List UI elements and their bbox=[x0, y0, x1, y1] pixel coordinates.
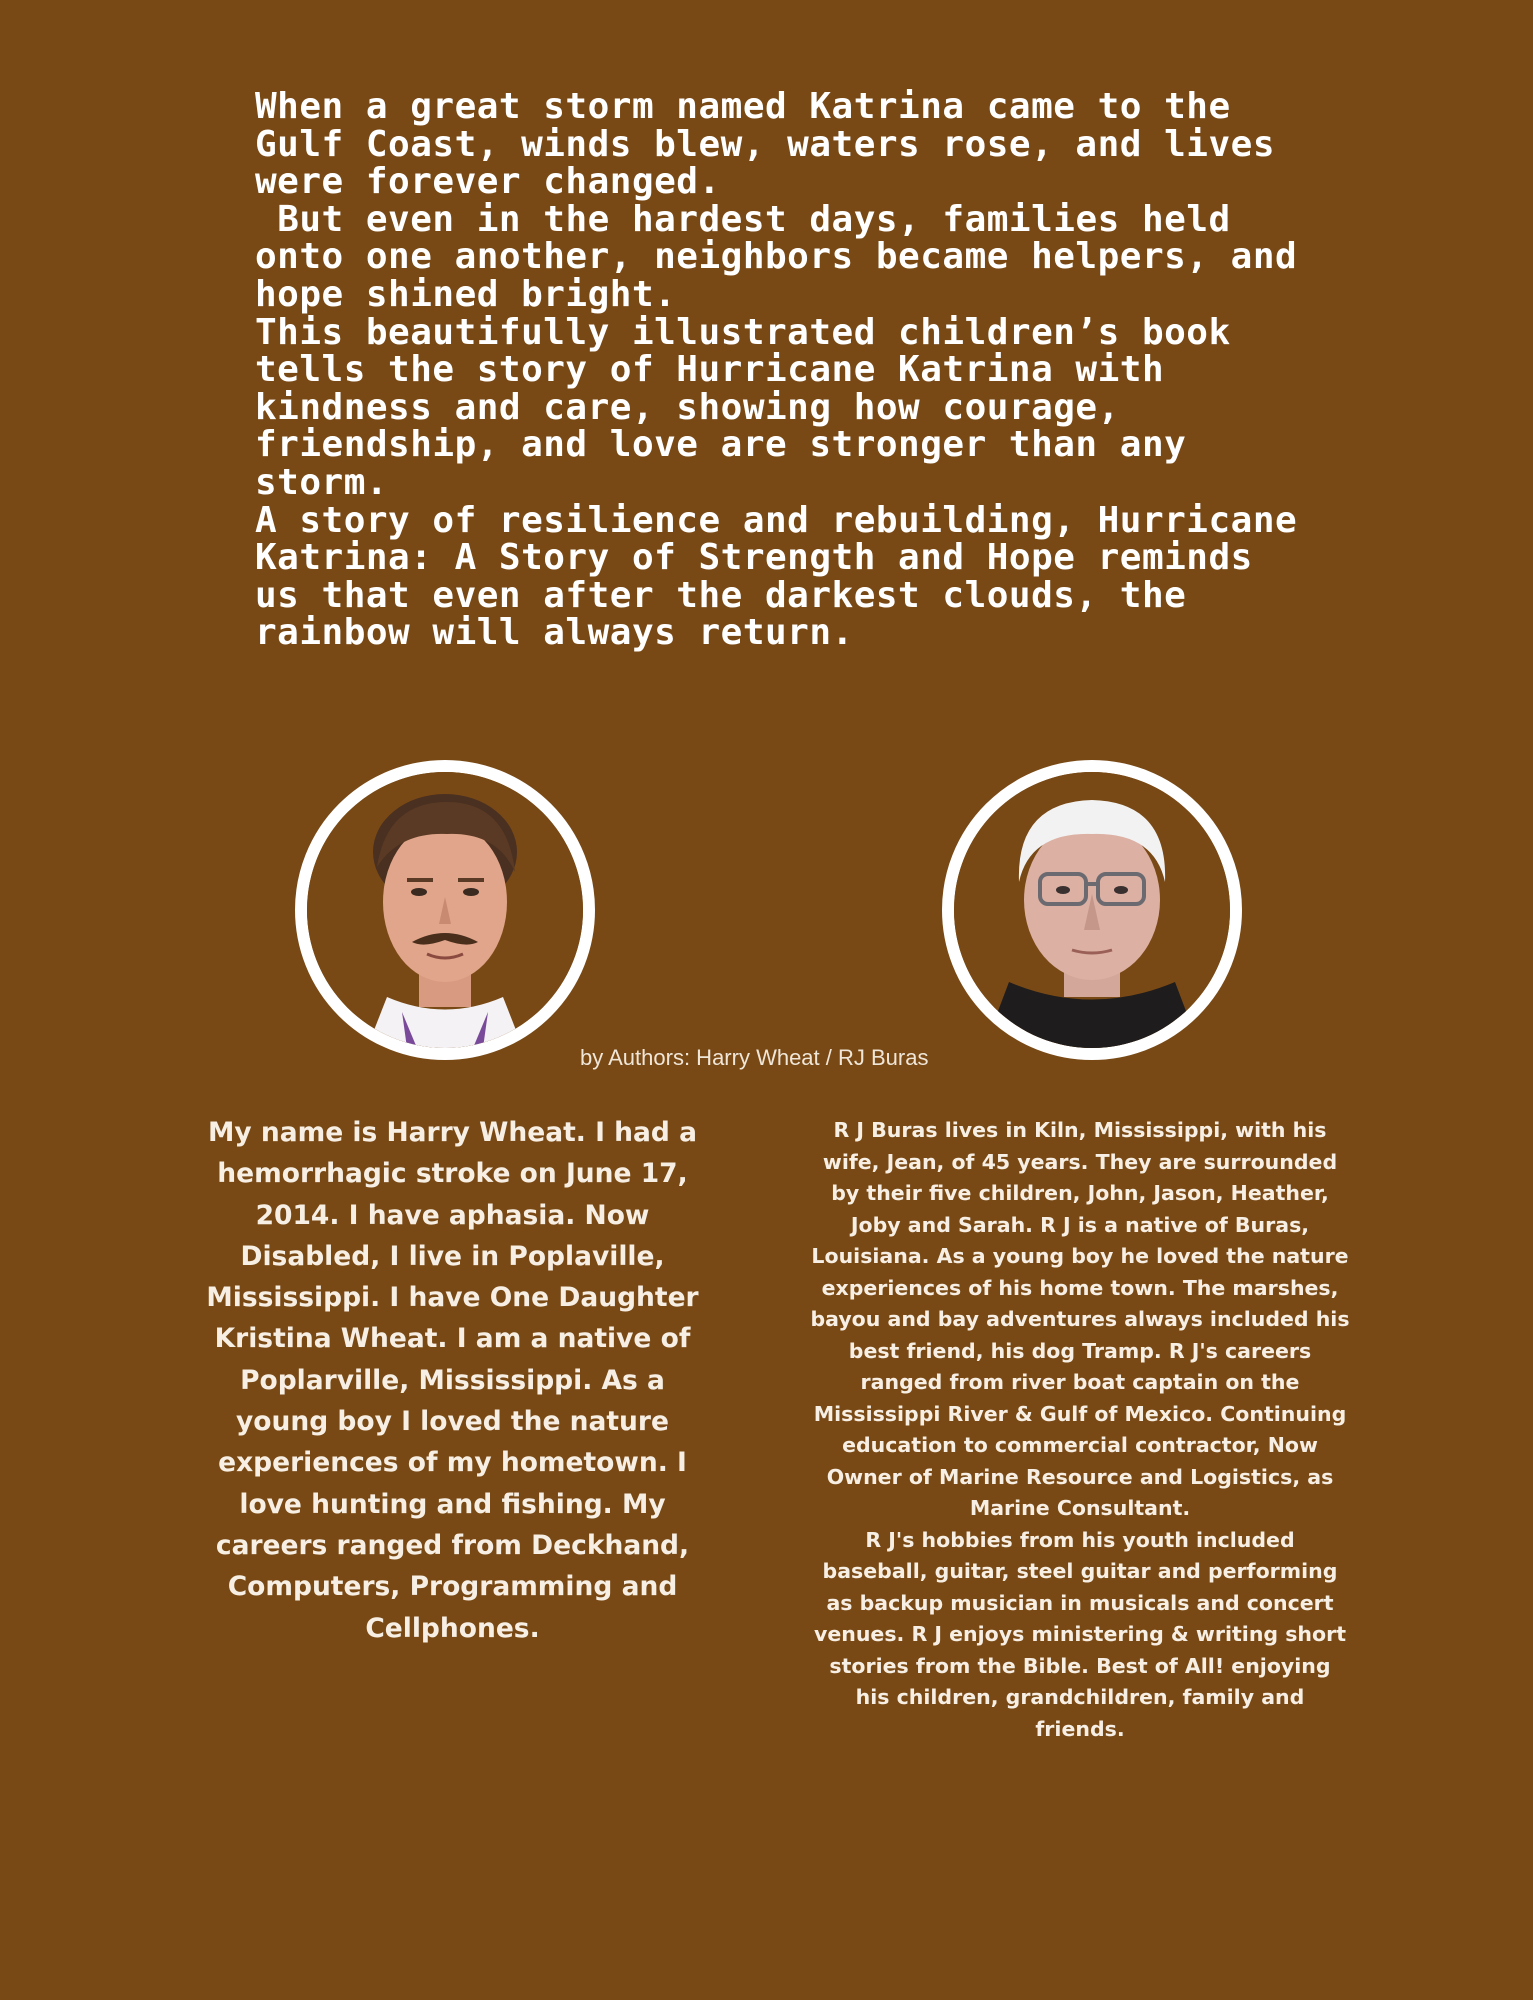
harry-wheat-bio-text: My name is Harry Wheat. I had a hemorrhagic stroke on June 17, 2014. I have aphasia. Now Disabled, I live in Poplaville, Mississippi. I have One Daughter Kristina Wheat. I am a native of Poplarville, Mississippi. As a young boy I loved the nature experiences of my hometown. I love hunting and fishing. My careers ranged from Deckhand, Computers, Programming and Cellphones. bbox=[206, 1117, 699, 1644]
blurb-paragraph-2: But even in the hardest days, families held onto one another, neighbors became helpers, and hope shined bright. bbox=[255, 198, 1320, 315]
blurb-paragraph-3: This beautifully illustrated children’s book tells the story of Hurricane Katrina with kindness and care, showing how courage, friendship, and love are stronger than any storm. bbox=[255, 311, 1253, 503]
author-byline: by Authors: Harry Wheat / RJ Buras bbox=[580, 1045, 929, 1070]
rj-buras-bio bbox=[810, 1115, 1350, 1745]
rj-buras-bio-text-1: R J Buras lives in Kiln, Mississippi, with his wife, Jean, of 45 years. They are surrounded by their five children, John, Jason, Heather, Joby and Sarah. R J is a native of Buras, Louisiana. As a young boy he loved the nature experiences of his home town. The marshes, bayou and bay adventures always included his best friend, his dog Tramp. R J's careers ranged from river boat captain on the Mississippi River & Gulf of Mexico. Continuing education to commercial contractor, Now Owner of Marine Resource and Logistics, as Marine Consultant. bbox=[810, 1118, 1350, 1520]
harry-wheat-bio bbox=[190, 1112, 715, 1649]
harry-wheat-portrait bbox=[295, 760, 595, 1060]
rj-buras-portrait bbox=[942, 760, 1242, 1060]
blurb-paragraph-4: A story of resilience and rebuilding, Hurricane Katrina: A Story of Strength and Hope reminds us that even after the darkest clouds, the rainbow will always return. bbox=[255, 499, 1320, 654]
rj-buras-photo bbox=[954, 772, 1230, 1048]
blurb-paragraph-1: When a great storm named Katrina came to the Gulf Coast, winds blew, waters rose, and lives were forever changed. bbox=[255, 86, 1298, 203]
harry-wheat-photo bbox=[307, 772, 583, 1048]
book-blurb bbox=[255, 86, 1320, 654]
rj-buras-bio-text-2: R J's hobbies from his youth included baseball, guitar, steel guitar and performing as backup musician in musicals and concert venues. R J enjoys ministering & writing short stories from the Bible. Best of All! enjoying his children, grandchildren, family and friends. bbox=[813, 1527, 1347, 1741]
